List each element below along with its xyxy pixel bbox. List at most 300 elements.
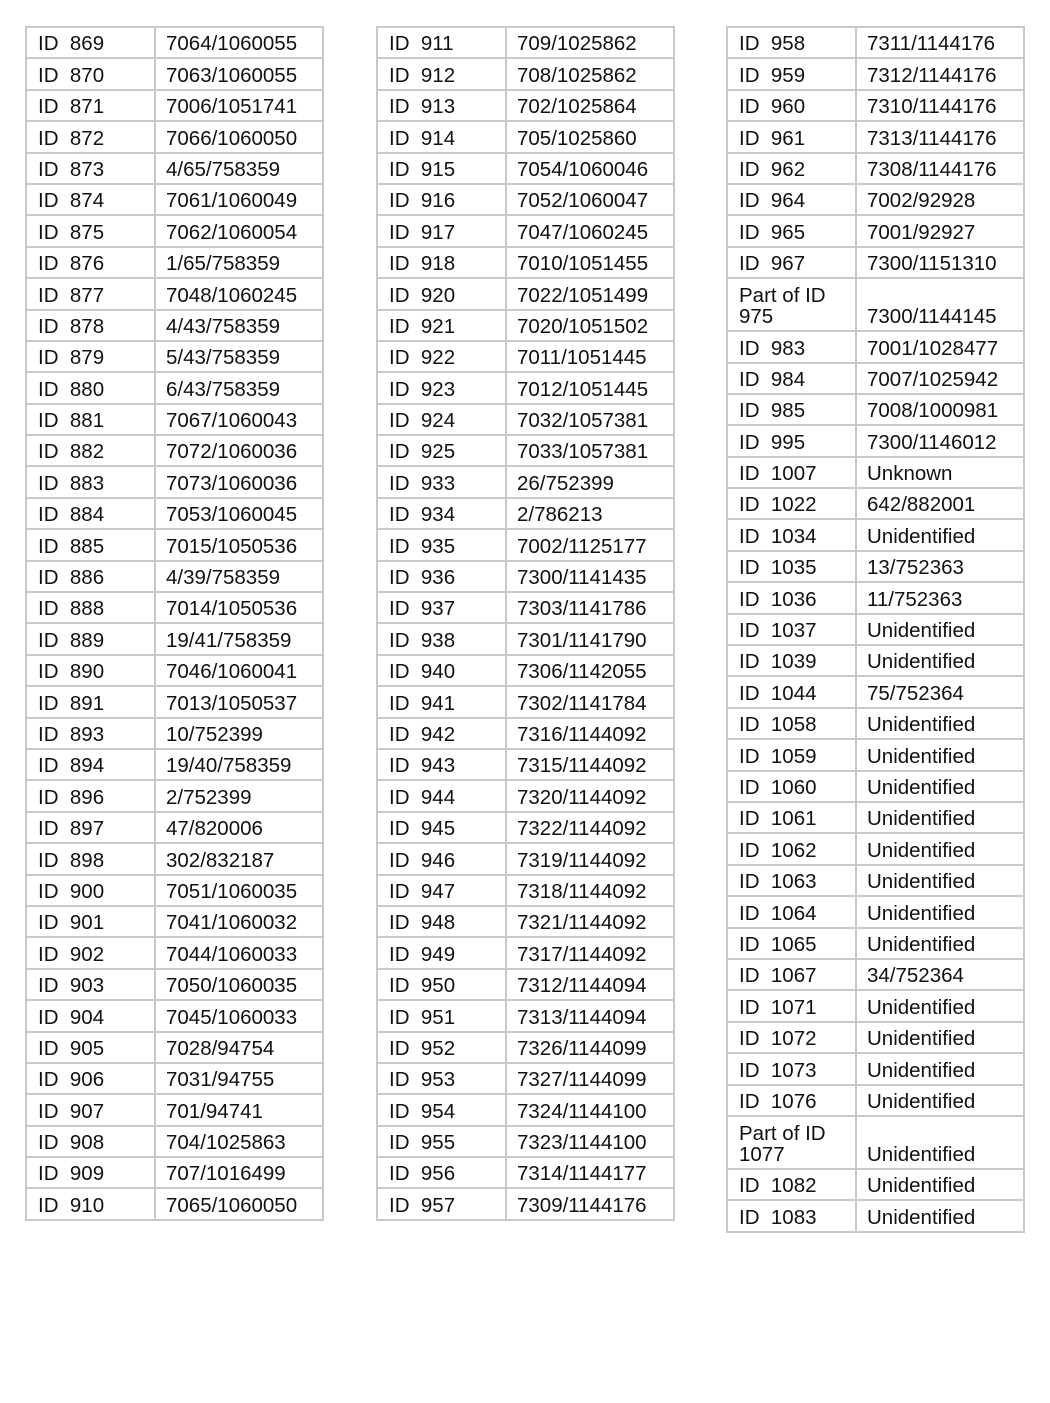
id-cell: ID 873 [26, 153, 155, 184]
id-cell: ID 871 [26, 90, 155, 121]
table-row [727, 184, 1024, 215]
id-cell: ID 937 [377, 592, 506, 623]
value-cell: 7300/1144145 [856, 278, 1024, 331]
table-row [377, 1000, 674, 1031]
id-cell: ID 910 [26, 1188, 155, 1219]
value-cell: 7306/1142055 [506, 655, 674, 686]
table-row [727, 27, 1024, 58]
id-cell: ID 908 [26, 1126, 155, 1157]
table-row [377, 561, 674, 592]
table-row [727, 896, 1024, 927]
id-cell: ID 923 [377, 372, 506, 403]
id-cell: ID 917 [377, 215, 506, 246]
table-row [727, 739, 1024, 770]
value-cell: 7001/1028477 [856, 331, 1024, 362]
table-row [727, 488, 1024, 519]
table-row [727, 331, 1024, 362]
table-row [727, 614, 1024, 645]
id-cell: ID 1039 [727, 645, 856, 676]
id-cell: ID 953 [377, 1063, 506, 1094]
id-cell: ID 914 [377, 121, 506, 152]
value-cell: 707/1016499 [155, 1157, 323, 1188]
value-cell: 7300/1141435 [506, 561, 674, 592]
id-cell: ID 965 [727, 215, 856, 246]
id-cell: ID 894 [26, 749, 155, 780]
value-cell: 7046/1060041 [155, 655, 323, 686]
value-cell: 7041/1060032 [155, 906, 323, 937]
value-cell: 7006/1051741 [155, 90, 323, 121]
id-cell: Part of ID 1077 [727, 1116, 856, 1169]
value-cell: Unidentified [856, 739, 1024, 770]
table-row [377, 749, 674, 780]
table-row [26, 498, 323, 529]
value-cell: 7064/1060055 [155, 27, 323, 58]
id-cell: ID 1083 [727, 1200, 856, 1231]
id-cell: ID 877 [26, 278, 155, 309]
id-cell: ID 1063 [727, 865, 856, 896]
table-row [26, 655, 323, 686]
value-cell: 4/43/758359 [155, 310, 323, 341]
value-cell: 1/65/758359 [155, 247, 323, 278]
id-cell: ID 924 [377, 404, 506, 435]
id-cell: ID 907 [26, 1094, 155, 1125]
id-cell: ID 915 [377, 153, 506, 184]
value-cell: 642/882001 [856, 488, 1024, 519]
value-cell: 7319/1144092 [506, 843, 674, 874]
value-cell: 7063/1060055 [155, 58, 323, 89]
id-cell: ID 913 [377, 90, 506, 121]
table-row [377, 1157, 674, 1188]
id-cell: ID 1034 [727, 519, 856, 550]
value-cell: 7052/1060047 [506, 184, 674, 215]
table-row [727, 802, 1024, 833]
table-row [727, 247, 1024, 278]
value-cell: 7312/1144176 [856, 58, 1024, 89]
value-cell: Unidentified [856, 614, 1024, 645]
table-row [727, 833, 1024, 864]
value-cell: 2/786213 [506, 498, 674, 529]
table-row [26, 247, 323, 278]
value-cell: Unidentified [856, 519, 1024, 550]
id-cell: ID 1007 [727, 457, 856, 488]
value-cell: 7327/1144099 [506, 1063, 674, 1094]
table-row [727, 58, 1024, 89]
table-row [26, 623, 323, 654]
id-cell: ID 935 [377, 529, 506, 560]
value-cell: 7015/1050536 [155, 529, 323, 560]
value-cell: 7028/94754 [155, 1032, 323, 1063]
table-row [377, 686, 674, 717]
id-cell: ID 904 [26, 1000, 155, 1031]
value-cell: 7051/1060035 [155, 875, 323, 906]
table-row [26, 937, 323, 968]
table-row [377, 529, 674, 560]
value-cell: Unidentified [856, 990, 1024, 1021]
table-row [26, 749, 323, 780]
value-cell: Unidentified [856, 1053, 1024, 1084]
id-cell: ID 948 [377, 906, 506, 937]
id-cell: ID 1037 [727, 614, 856, 645]
value-cell: 7044/1060033 [155, 937, 323, 968]
table-row [727, 928, 1024, 959]
table-row [727, 959, 1024, 990]
id-cell: ID 870 [26, 58, 155, 89]
value-cell: 6/43/758359 [155, 372, 323, 403]
table-row [377, 215, 674, 246]
id-cell: ID 957 [377, 1188, 506, 1219]
table-row [727, 582, 1024, 613]
value-cell: 7308/1144176 [856, 153, 1024, 184]
id-table-column-1 [25, 26, 324, 1221]
table-row [377, 498, 674, 529]
table-row [377, 812, 674, 843]
id-cell: ID 1076 [727, 1085, 856, 1116]
value-cell: Unidentified [856, 928, 1024, 959]
id-cell: ID 875 [26, 215, 155, 246]
table-row [377, 780, 674, 811]
id-cell: ID 909 [26, 1157, 155, 1188]
table-row [727, 1022, 1024, 1053]
table-row [377, 655, 674, 686]
id-cell: ID 906 [26, 1063, 155, 1094]
id-cell: ID 985 [727, 394, 856, 425]
id-cell: ID 920 [377, 278, 506, 309]
id-cell: ID 905 [26, 1032, 155, 1063]
id-cell: ID 890 [26, 655, 155, 686]
id-cell: ID 1022 [727, 488, 856, 519]
value-cell: 7303/1141786 [506, 592, 674, 623]
table-row [377, 435, 674, 466]
value-cell: Unidentified [856, 1116, 1024, 1169]
value-cell: 7061/1060049 [155, 184, 323, 215]
id-cell: ID 938 [377, 623, 506, 654]
value-cell: 701/94741 [155, 1094, 323, 1125]
value-cell: Unidentified [856, 1022, 1024, 1053]
table-row [26, 121, 323, 152]
id-cell: ID 896 [26, 780, 155, 811]
id-cell: ID 967 [727, 247, 856, 278]
id-cell: ID 1060 [727, 771, 856, 802]
id-cell: ID 958 [727, 27, 856, 58]
value-cell: 7066/1060050 [155, 121, 323, 152]
id-cell: ID 962 [727, 153, 856, 184]
id-cell: ID 959 [727, 58, 856, 89]
table-row [377, 1126, 674, 1157]
table-row [727, 519, 1024, 550]
id-cell: ID 941 [377, 686, 506, 717]
value-cell: Unidentified [856, 771, 1024, 802]
value-cell: Unidentified [856, 896, 1024, 927]
table-row [727, 676, 1024, 707]
id-cell: ID 1036 [727, 582, 856, 613]
table-row [727, 1169, 1024, 1200]
value-cell: 704/1025863 [155, 1126, 323, 1157]
value-cell: 7020/1051502 [506, 310, 674, 341]
table-row [26, 90, 323, 121]
id-cell: ID 954 [377, 1094, 506, 1125]
value-cell: Unidentified [856, 865, 1024, 896]
value-cell: 7312/1144094 [506, 969, 674, 1000]
id-cell: ID 916 [377, 184, 506, 215]
id-cell: ID 946 [377, 843, 506, 874]
id-cell: ID 947 [377, 875, 506, 906]
id-cell: ID 1035 [727, 551, 856, 582]
value-cell: 7317/1144092 [506, 937, 674, 968]
table-row [26, 27, 323, 58]
id-cell: ID 889 [26, 623, 155, 654]
table-row [377, 372, 674, 403]
id-cell: ID 955 [377, 1126, 506, 1157]
table-row [727, 363, 1024, 394]
value-cell: 7073/1060036 [155, 466, 323, 497]
id-cell: ID 1044 [727, 676, 856, 707]
value-cell: 7002/1125177 [506, 529, 674, 560]
value-cell: 7031/94755 [155, 1063, 323, 1094]
table-row [26, 843, 323, 874]
id-cell: ID 881 [26, 404, 155, 435]
id-cell: ID 949 [377, 937, 506, 968]
table-row [727, 865, 1024, 896]
id-cell: ID 883 [26, 466, 155, 497]
table-row [727, 1116, 1024, 1169]
id-cell: ID 1065 [727, 928, 856, 959]
table-row [377, 184, 674, 215]
id-cell: ID 945 [377, 812, 506, 843]
value-cell: 7072/1060036 [155, 435, 323, 466]
value-cell: 705/1025860 [506, 121, 674, 152]
table-row [727, 278, 1024, 331]
table-row [727, 457, 1024, 488]
table-row [377, 969, 674, 1000]
id-cell: ID 878 [26, 310, 155, 341]
table-row [26, 466, 323, 497]
table-row [26, 812, 323, 843]
value-cell: 5/43/758359 [155, 341, 323, 372]
table-row [26, 1063, 323, 1094]
table-row [727, 1085, 1024, 1116]
value-cell: 7045/1060033 [155, 1000, 323, 1031]
value-cell: 7313/1144176 [856, 121, 1024, 152]
value-cell: 7310/1144176 [856, 90, 1024, 121]
table-row [26, 184, 323, 215]
value-cell: Unknown [856, 457, 1024, 488]
table-row [26, 404, 323, 435]
id-cell: ID 903 [26, 969, 155, 1000]
table-row [26, 215, 323, 246]
value-cell: 7321/1144092 [506, 906, 674, 937]
table-row [377, 58, 674, 89]
value-cell: 26/752399 [506, 466, 674, 497]
id-cell: ID 984 [727, 363, 856, 394]
id-cell: ID 951 [377, 1000, 506, 1031]
id-cell: ID 912 [377, 58, 506, 89]
table-row [727, 121, 1024, 152]
value-cell: 702/1025864 [506, 90, 674, 121]
table-row [26, 1188, 323, 1219]
value-cell: 7311/1144176 [856, 27, 1024, 58]
table-row [26, 153, 323, 184]
table-body [26, 27, 323, 1220]
table-row [26, 969, 323, 1000]
value-cell: 7314/1144177 [506, 1157, 674, 1188]
table-row [377, 1063, 674, 1094]
id-cell: ID 956 [377, 1157, 506, 1188]
value-cell: 7033/1057381 [506, 435, 674, 466]
id-cell: ID 902 [26, 937, 155, 968]
table-row [377, 718, 674, 749]
value-cell: 7322/1144092 [506, 812, 674, 843]
table-row [727, 153, 1024, 184]
table-row [727, 394, 1024, 425]
id-cell: ID 897 [26, 812, 155, 843]
id-cell: ID 901 [26, 906, 155, 937]
value-cell: 7012/1051445 [506, 372, 674, 403]
value-cell: 11/752363 [856, 582, 1024, 613]
id-cell: ID 918 [377, 247, 506, 278]
value-cell: Unidentified [856, 1169, 1024, 1200]
table-row [727, 425, 1024, 456]
id-cell: ID 944 [377, 780, 506, 811]
id-cell: ID 882 [26, 435, 155, 466]
table-row [26, 341, 323, 372]
table-row [727, 771, 1024, 802]
table-row [26, 435, 323, 466]
id-cell: ID 921 [377, 310, 506, 341]
table-row [26, 1094, 323, 1125]
value-cell: 19/41/758359 [155, 623, 323, 654]
table-row [377, 247, 674, 278]
table-row [377, 121, 674, 152]
id-cell: ID 933 [377, 466, 506, 497]
table-row [727, 1200, 1024, 1231]
value-cell: 7014/1050536 [155, 592, 323, 623]
value-cell: 2/752399 [155, 780, 323, 811]
id-cell: ID 1073 [727, 1053, 856, 1084]
id-cell: Part of ID 975 [727, 278, 856, 331]
value-cell: 4/65/758359 [155, 153, 323, 184]
table-row [377, 1032, 674, 1063]
value-cell: Unidentified [856, 1085, 1024, 1116]
value-cell: 75/752364 [856, 676, 1024, 707]
table-row [26, 592, 323, 623]
value-cell: 7001/92927 [856, 215, 1024, 246]
value-cell: 7048/1060245 [155, 278, 323, 309]
table-row [727, 1053, 1024, 1084]
value-cell: 302/832187 [155, 843, 323, 874]
id-cell: ID 943 [377, 749, 506, 780]
table-row [26, 1000, 323, 1031]
table-row [377, 466, 674, 497]
table-row [26, 906, 323, 937]
table-row [26, 1126, 323, 1157]
value-cell: 7053/1060045 [155, 498, 323, 529]
id-cell: ID 874 [26, 184, 155, 215]
value-cell: 7050/1060035 [155, 969, 323, 1000]
value-cell: 7300/1151310 [856, 247, 1024, 278]
value-cell: 7047/1060245 [506, 215, 674, 246]
value-cell: 708/1025862 [506, 58, 674, 89]
table-row [377, 906, 674, 937]
value-cell: 7315/1144092 [506, 749, 674, 780]
table-row [377, 404, 674, 435]
value-cell: 47/820006 [155, 812, 323, 843]
value-cell: 7313/1144094 [506, 1000, 674, 1031]
value-cell: 7010/1051455 [506, 247, 674, 278]
value-cell: 7302/1141784 [506, 686, 674, 717]
table-body [727, 27, 1024, 1232]
table-row [727, 215, 1024, 246]
value-cell: 7054/1060046 [506, 153, 674, 184]
table-row [377, 1094, 674, 1125]
id-cell: ID 936 [377, 561, 506, 592]
id-cell: ID 961 [727, 121, 856, 152]
id-cell: ID 934 [377, 498, 506, 529]
value-cell: 7301/1141790 [506, 623, 674, 654]
table-row [26, 718, 323, 749]
table-row [377, 875, 674, 906]
id-cell: ID 884 [26, 498, 155, 529]
value-cell: Unidentified [856, 645, 1024, 676]
id-cell: ID 893 [26, 718, 155, 749]
value-cell: 7309/1144176 [506, 1188, 674, 1219]
table-row [26, 561, 323, 592]
table-row [26, 1032, 323, 1063]
value-cell: 7300/1146012 [856, 425, 1024, 456]
value-cell: 4/39/758359 [155, 561, 323, 592]
id-cell: ID 886 [26, 561, 155, 592]
value-cell: 7316/1144092 [506, 718, 674, 749]
value-cell: 19/40/758359 [155, 749, 323, 780]
id-cell: ID 879 [26, 341, 155, 372]
value-cell: Unidentified [856, 802, 1024, 833]
table-body [377, 27, 674, 1220]
id-cell: ID 876 [26, 247, 155, 278]
value-cell: 34/752364 [856, 959, 1024, 990]
value-cell: 7022/1051499 [506, 278, 674, 309]
id-cell: ID 983 [727, 331, 856, 362]
table-row [377, 341, 674, 372]
table-row [727, 990, 1024, 1021]
id-cell: ID 872 [26, 121, 155, 152]
table-row [377, 623, 674, 654]
id-cell: ID 900 [26, 875, 155, 906]
table-row [26, 278, 323, 309]
value-cell: Unidentified [856, 708, 1024, 739]
value-cell: 10/752399 [155, 718, 323, 749]
value-cell: Unidentified [856, 833, 1024, 864]
id-cell: ID 1071 [727, 990, 856, 1021]
table-row [26, 310, 323, 341]
value-cell: 7323/1144100 [506, 1126, 674, 1157]
id-cell: ID 891 [26, 686, 155, 717]
value-cell: 7008/1000981 [856, 394, 1024, 425]
value-cell: 7002/92928 [856, 184, 1024, 215]
id-cell: ID 1082 [727, 1169, 856, 1200]
table-row [727, 708, 1024, 739]
value-cell: 7320/1144092 [506, 780, 674, 811]
value-cell: Unidentified [856, 1200, 1024, 1231]
id-cell: ID 1061 [727, 802, 856, 833]
value-cell: 709/1025862 [506, 27, 674, 58]
id-cell: ID 911 [377, 27, 506, 58]
table-row [377, 27, 674, 58]
value-cell: 7011/1051445 [506, 341, 674, 372]
id-cell: ID 922 [377, 341, 506, 372]
id-cell: ID 1064 [727, 896, 856, 927]
value-cell: 7032/1057381 [506, 404, 674, 435]
id-cell: ID 898 [26, 843, 155, 874]
table-row [377, 278, 674, 309]
